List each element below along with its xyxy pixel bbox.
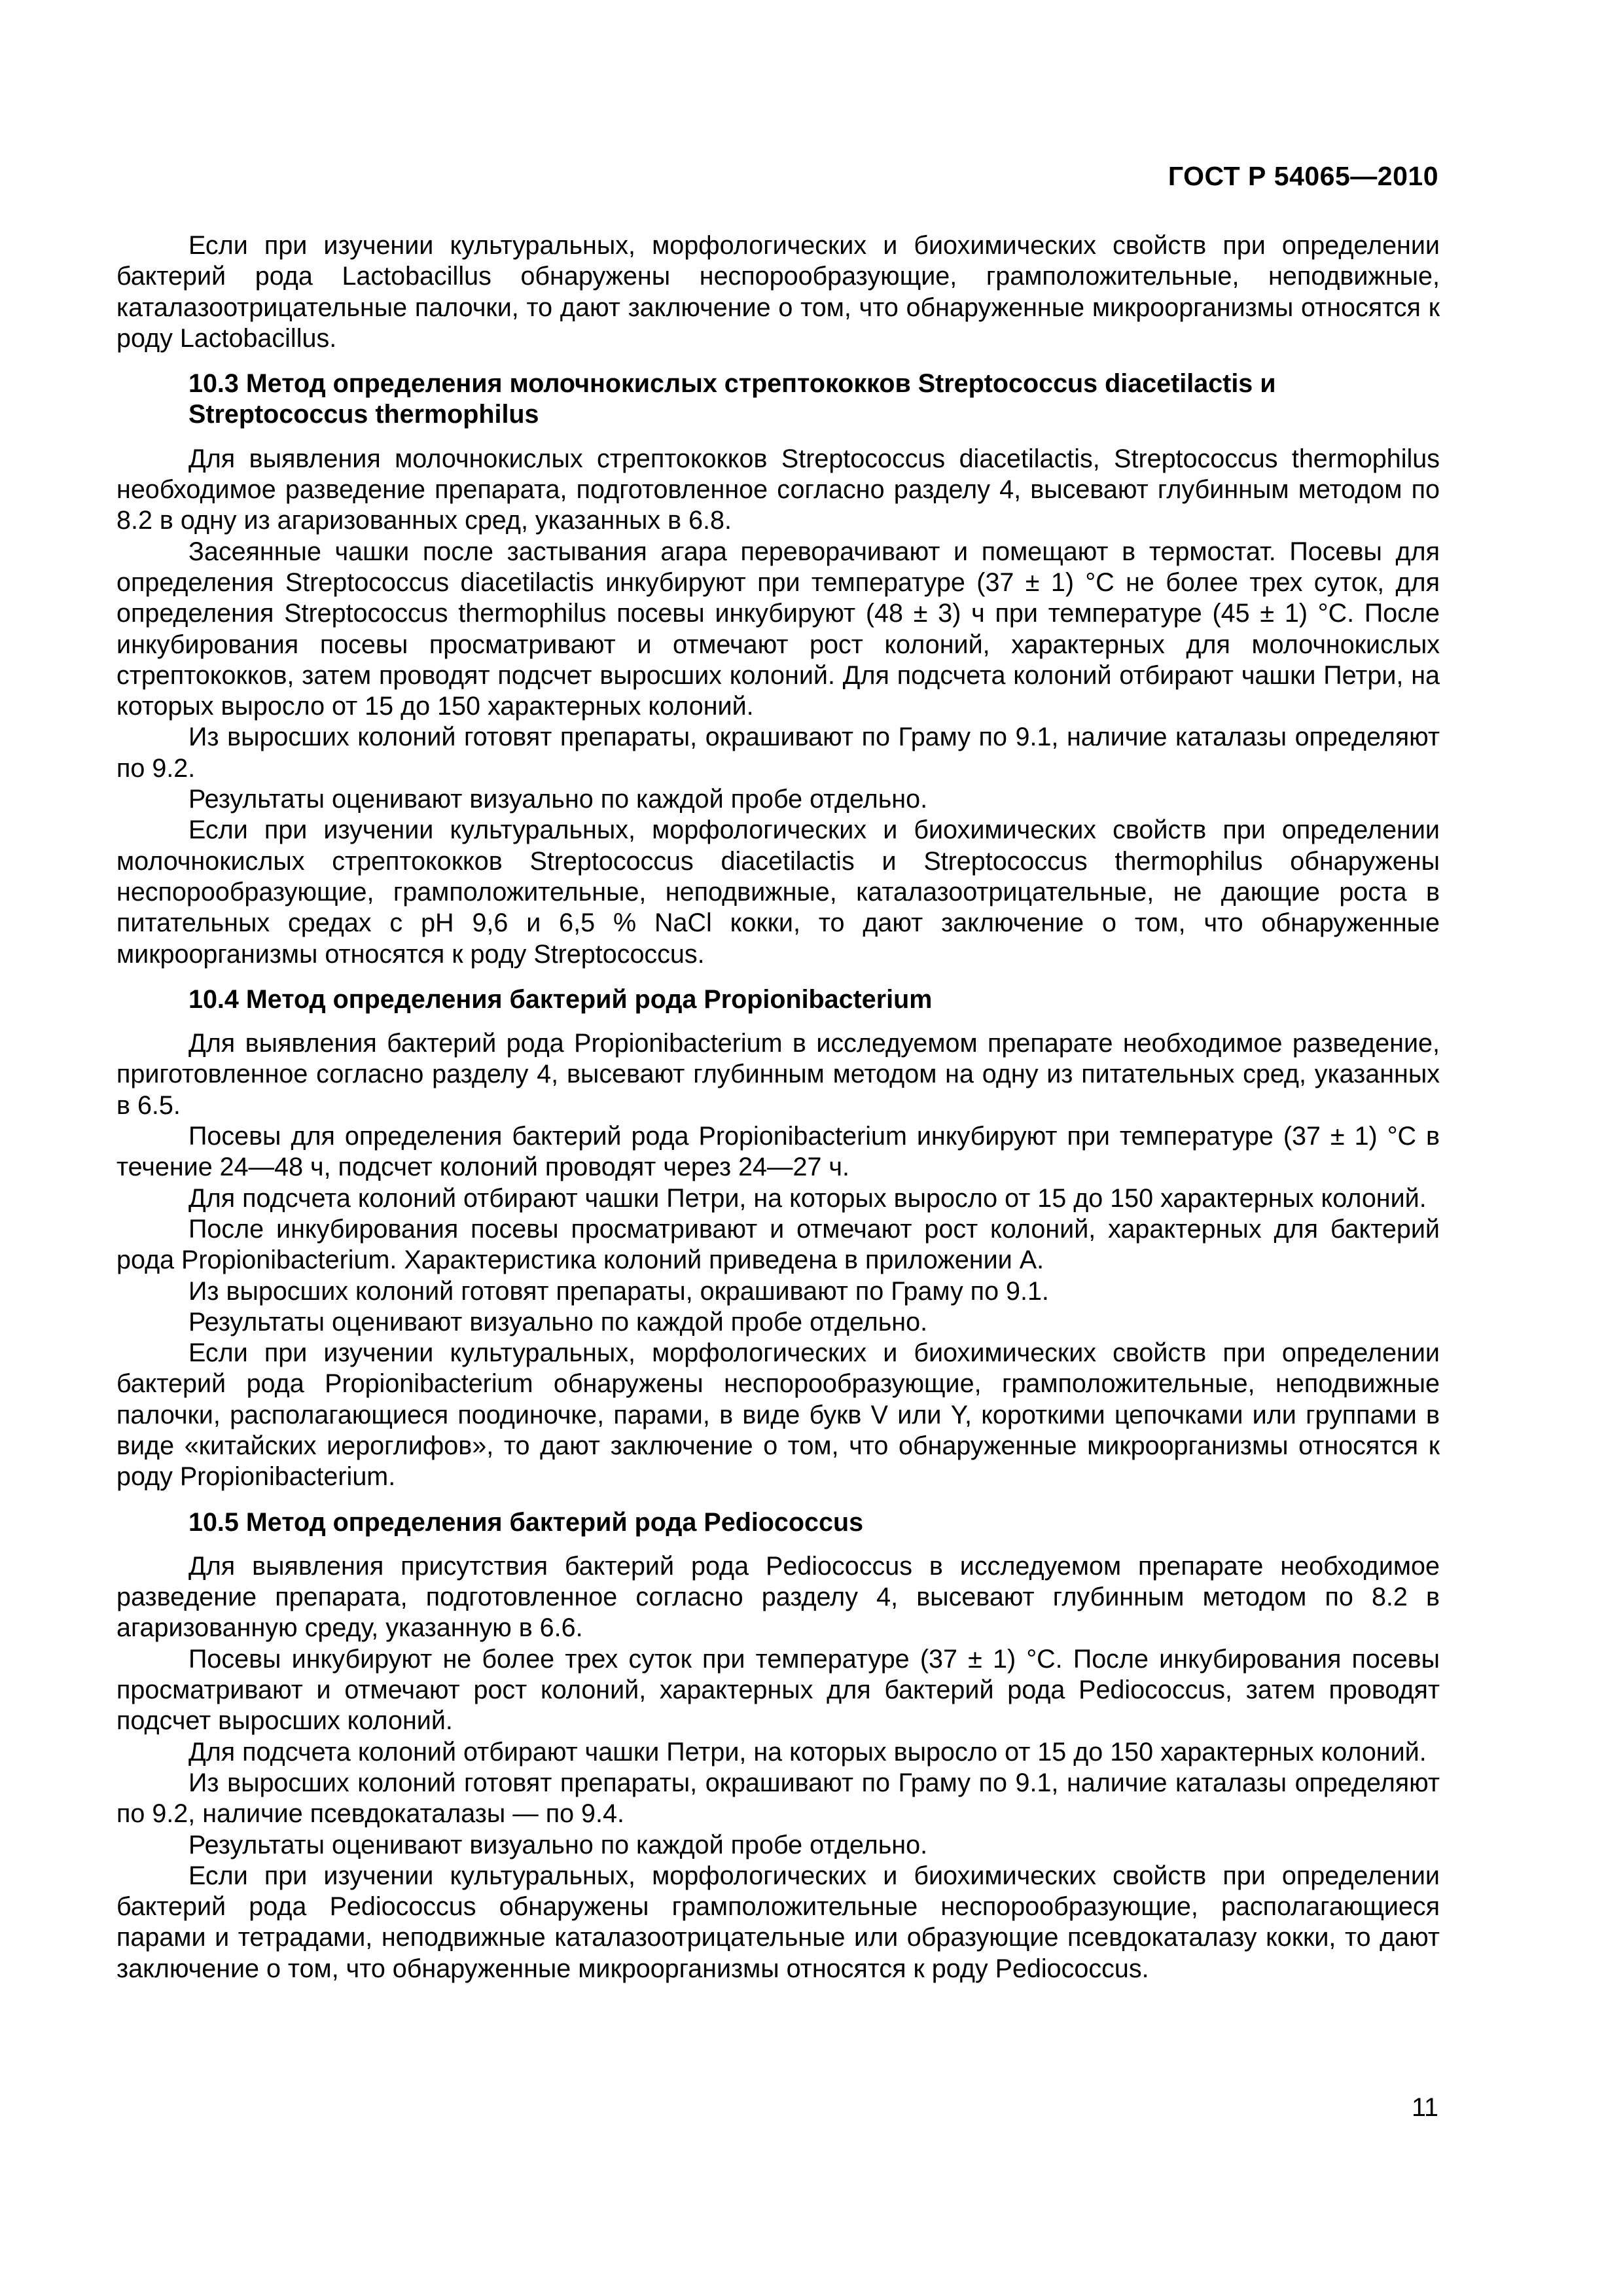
paragraph: Результаты оценивают визуально по каждой пробе отдельно. bbox=[188, 1830, 928, 1859]
paragraph: Для подсчета колоний отбирают чашки Петри, на которых выросло от 15 до 150 характерных колоний. bbox=[188, 1183, 1427, 1213]
paragraph: Если при изучении культуральных, морфологических и биохимических свойств при определении молочнокислых стрептококков Streptococcus diacetilactis и Streptococcus thermophilus обнаружены неспорообразующие, грамположительные, неподвижные, каталазоотрицательные, не дающие роста в питательных средах с рН 9,6 и 6,5 % NaCl кокки, то дают заключение о том, что обнаруженные микроорганизмы относятся к роду Streptococcus. bbox=[116, 816, 1440, 969]
paragraph: Если при изучении культуральных, морфологических и биохимических свойств при определении бактерий рода Lactobacillus обнаружены неспорообразующие, грамположительные, неподвижные, каталазоотрицательные палочки, то дают заключение о том, что обнаруженные микроорганизмы относятся к роду Lactobacillus. bbox=[116, 231, 1440, 353]
paragraph: Посевы для определения бактерий рода Propionibacterium инкубируют при температуре (37 ± 1) °С в течение 24—48 ч, подсчет колоний проводят через 24—27 ч. bbox=[116, 1122, 1440, 1182]
paragraph: Для выявления присутствия бактерий рода Pediococcus в исследуемом препарате необходимое разведение препарата, подготовленное согласно разделу 4, высевают глубинным методом по 8.2 в агаризованную среду, указанную в 6.6. bbox=[116, 1551, 1440, 1643]
paragraph: Из выросших колоний готовят препараты, окрашивают по Граму по 9.1, наличие каталазы определяют по 9.2, наличие псевдокаталазы — по 9.4. bbox=[116, 1768, 1440, 1829]
document-body bbox=[116, 230, 1440, 1984]
paragraph: Для подсчета колоний отбирают чашки Петри, на которых выросло от 15 до 150 характерных колоний. bbox=[188, 1737, 1427, 1767]
paragraph: Если при изучении культуральных, морфологических и биохимических свойств при определении бактерий рода Pediococcus обнаружены грамположительные неспорообразующие, располагающиеся парами и тетрадами, неподвижные каталазоотрицательные или образующие псевдокаталазу кокки, то дают заключение о том, что обнаруженные микроорганизмы относятся к роду Pediococcus. bbox=[116, 1861, 1440, 1983]
paragraph: Для выявления бактерий рода Propionibacterium в исследуемом препарате необходимое разведение, приготовленное согласно разделу 4, высевают глубинным методом на одну из питательных сред, указанных в 6.5. bbox=[116, 1029, 1440, 1120]
paragraph: Для выявления молочнокислых стрептококков Streptococcus diacetilactis, Streptococcus thermophilus необходимое разведение препарата, подготовленное согласно разделу 4, высевают глубинным методом по 8.2 в одну из агаризованных сред, указанных в 6.8. bbox=[116, 444, 1440, 535]
paragraph: Результаты оценивают визуально по каждой пробе отдельно. bbox=[188, 1307, 928, 1336]
paragraph: Результаты оценивают визуально по каждой пробе отдельно. bbox=[188, 785, 928, 814]
page-number: 11 bbox=[1411, 2093, 1438, 2122]
paragraph: Засеянные чашки после застывания агара переворачивают и помещают в термостат. Посевы для определения Streptococcus diacetilactis инкубируют при температуре (37 ± 1) °С не более трех суток, для определения Streptococcus thermophilus посевы инкубируют (48 ± 3) ч при температуре (45 ± 1) °С. После инкубирования посевы просматривают и отмечают рост колоний, характерных для молочнокислых стрептококков, затем проводят подсчет выросших колоний. Для подсчета колоний отбирают чашки Петри, на которых выросло от 15 до 150 характерных колоний. bbox=[116, 537, 1440, 721]
paragraph: Посевы инкубируют не более трех суток при температуре (37 ± 1) °С. После инкубирования посевы просматривают и отмечают рост колоний, характерных для бактерий рода Pediococcus, затем проводят подсчет выросших колоний. bbox=[116, 1644, 1440, 1736]
paragraph: Если при изучении культуральных, морфологических и биохимических свойств при определении бактерий рода Propionibacterium обнаружены неспорообразующие, грамположительные, неподвижные палочки, располагающиеся поодиночке, парами, в виде букв V или Y, короткими цепочками или группами в виде «китайских иероглифов», то дают заключение о том, что обнаруженные микроорганизмы относятся к роду Propionibacterium. bbox=[116, 1338, 1440, 1492]
paragraph: После инкубирования посевы просматривают и отмечают рост колоний, характерных для бактерий рода Propionibacterium. Характеристика колоний приведена в приложении А. bbox=[116, 1214, 1440, 1275]
section-heading-10-4: 10.4 Метод определения бактерий рода Propionibacterium bbox=[188, 984, 933, 1014]
paragraph: Из выросших колоний готовят препараты, окрашивают по Граму по 9.1, наличие каталазы определяют по 9.2. bbox=[116, 723, 1440, 783]
document-id: ГОСТ Р 54065—2010 bbox=[1168, 161, 1438, 191]
paragraph: Из выросших колоний готовят препараты, окрашивают по Граму по 9.1. bbox=[188, 1276, 1049, 1306]
section-heading-10-5: 10.5 Метод определения бактерий рода Pediococcus bbox=[188, 1507, 864, 1537]
section-heading-10-3: 10.3 Метод определения молочнокислых стрептококков Streptococcus diacetilactis и Streptococcus thermophilus bbox=[188, 369, 1276, 429]
